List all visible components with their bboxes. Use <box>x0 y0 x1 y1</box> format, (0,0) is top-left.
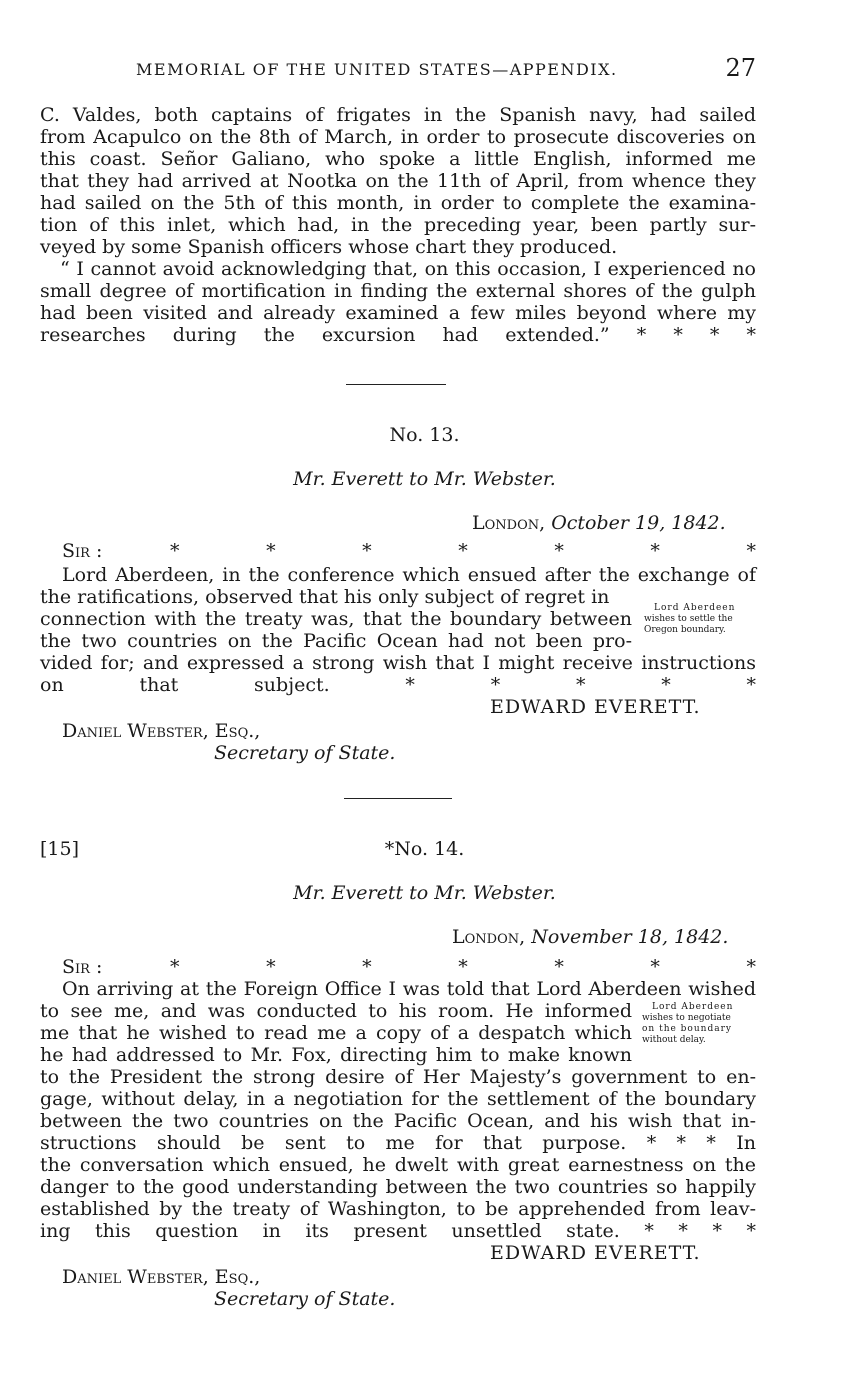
text-line: gage, without delay, in a negotiation for the settlement of the boundary <box>40 1088 756 1110</box>
text-line: “ I cannot avoid acknowledging that, on this occasion, I experienced no <box>60 258 756 280</box>
salutation <box>62 956 102 978</box>
text-line: veyed by some Spanish officers whose chart they produced. <box>40 236 618 258</box>
text-line: between the two countries on the Pacific Ocean, and his wish that in- <box>40 1110 756 1132</box>
text-line: On arriving at the Foreign Office I was told that Lord Aberdeen wished <box>62 978 756 1000</box>
text-line: had sailed on the 5th of this month, in order to complete the examina- <box>40 192 756 214</box>
margin-note-line: without delay. <box>642 1035 706 1045</box>
text-line: the ratifications, observed that his only subject of regret in <box>40 586 610 608</box>
dateline-place: London, <box>472 512 546 534</box>
section-divider <box>346 384 446 385</box>
text-line: Lord Aberdeen, in the conference which ensued after the exchange of <box>62 564 756 586</box>
text-line: from Acapulco on the 8th of March, in order to prosecute discoveries on <box>40 126 756 148</box>
text-line: this coast. Señor Galiano, who spoke a little English, informed me <box>40 148 756 170</box>
text-line: that they had arrived at Nootka on the 11th of April, from whence they <box>40 170 756 192</box>
signature: EDWARD EVERETT. <box>490 696 701 718</box>
dateline-date: November 18, 1842. <box>531 926 729 948</box>
addressee <box>62 1266 260 1288</box>
salutation-text: Sir : <box>62 956 103 978</box>
margin-note-line: on the boundary <box>642 1024 732 1034</box>
page-number: 27 <box>725 54 756 82</box>
letter-number: *No. 14. <box>384 838 465 860</box>
dateline <box>472 512 726 534</box>
addressee-name: Daniel Webster, Esq., <box>62 720 261 742</box>
text-line: structions should be sent to me for that purpose. * * * In <box>40 1132 756 1154</box>
dateline-date: October 19, 1842. <box>551 512 726 534</box>
margin-note <box>644 603 764 636</box>
signature: EDWARD EVERETT. <box>490 1242 701 1264</box>
dateline <box>452 926 728 948</box>
text-line: on that subject. * * * * * <box>40 674 756 696</box>
text-line: established by the treaty of Washington, to be apprehended from leav- <box>40 1198 756 1220</box>
text-line: vided for; and expressed a strong wish that I might receive instructions <box>40 652 756 674</box>
text-line: small degree of mortification in finding the external shores of the gulph <box>40 280 756 302</box>
text-line: to see me, and was conducted to his room. He informed <box>40 1000 632 1022</box>
page-marker: [15] <box>40 838 80 860</box>
margin-note-line: wishes to settle the <box>644 614 733 624</box>
running-title: MEMORIAL OF THE UNITED STATES—APPENDIX. <box>136 60 618 79</box>
text-line: to the President the strong desire of Her Majesty’s government to en- <box>40 1066 756 1088</box>
addressee-title: Secretary of State. <box>214 1288 396 1310</box>
running-header <box>136 54 756 82</box>
text-line: had been visited and already examined a few miles beyond where my <box>40 302 756 324</box>
text-line: researches during the excursion had extended.” * * * * <box>40 324 756 346</box>
addressee-title: Secretary of State. <box>214 742 396 764</box>
section-divider <box>344 798 452 799</box>
salutation-stars: * * * * * * * <box>170 956 756 978</box>
letter-heading: Mr. Everett to Mr. Webster. <box>293 882 556 904</box>
text-line: ing this question in its present unsettled state. * * * * <box>40 1220 756 1242</box>
dateline-place: London, <box>452 926 526 948</box>
addressee <box>62 720 260 742</box>
salutation-stars: * * * * * * * <box>170 540 756 562</box>
text-line: he had addressed to Mr. Fox, directing him to make known <box>40 1044 632 1066</box>
margin-note-line: Lord Aberdeen <box>652 1002 734 1012</box>
margin-note <box>642 1002 762 1046</box>
text-line: tion of this inlet, which had, in the preceding year, been partly sur- <box>40 214 756 236</box>
text-line: the two countries on the Pacific Ocean had not been pro- <box>40 630 632 652</box>
letter-heading: Mr. Everett to Mr. Webster. <box>293 468 556 490</box>
text-line: the conversation which ensued, he dwelt with great earnestness on the <box>40 1154 756 1176</box>
text-line: me that he wished to read me a copy of a despatch which <box>40 1022 632 1044</box>
margin-note-line: wishes to negotiate <box>642 1013 731 1023</box>
text-line: danger to the good understanding between the two countries so happily <box>40 1176 756 1198</box>
text-line: C. Valdes, both captains of frigates in the Spanish navy, had sailed <box>40 104 756 126</box>
salutation <box>62 540 102 562</box>
addressee-name: Daniel Webster, Esq., <box>62 1266 261 1288</box>
margin-note-line: Oregon boundary. <box>644 625 726 635</box>
margin-note-line: Lord Aberdeen <box>654 603 736 613</box>
text-line: connection with the treaty was, that the boundary between <box>40 608 632 630</box>
letter-number: No. 13. <box>389 424 460 446</box>
salutation-text: Sir : <box>62 540 103 562</box>
